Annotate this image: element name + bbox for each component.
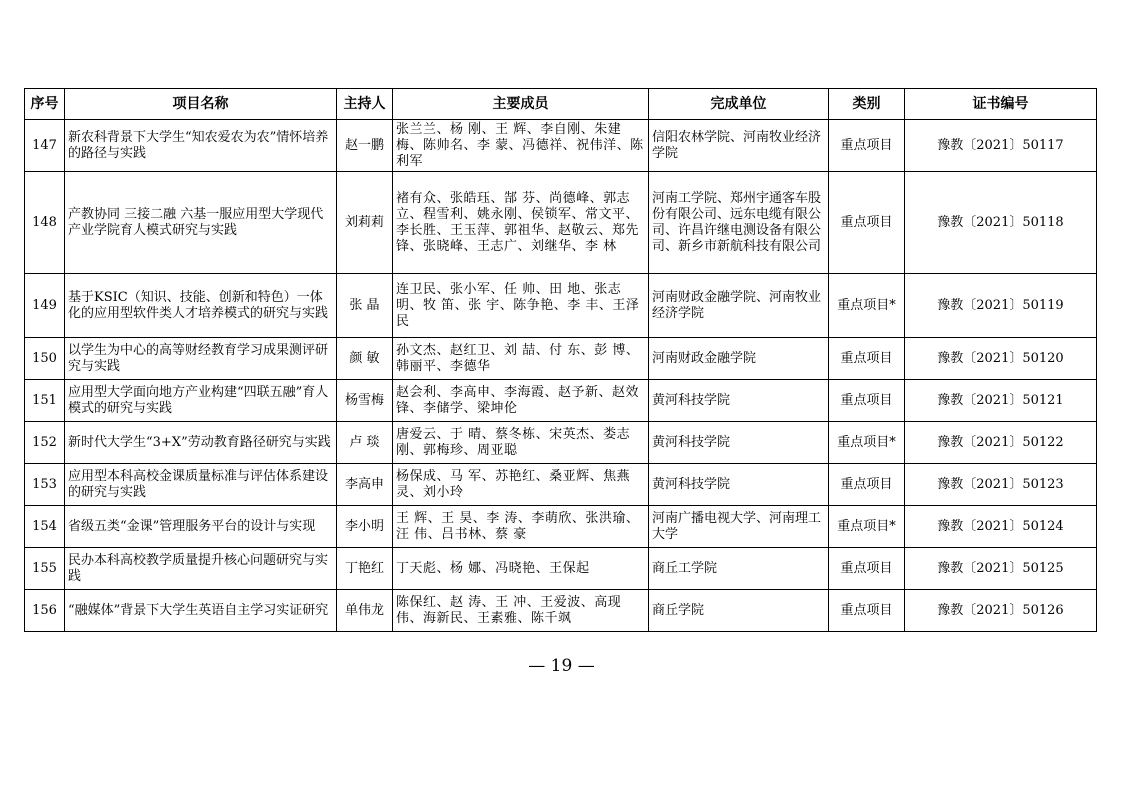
row-unit: 信阳农林学院、河南牧业经济学院 xyxy=(649,120,829,172)
row-category: 重点项目* xyxy=(829,274,905,338)
row-project: 应用型大学面向地方产业构建“四联五融”育人模式的研究与实践 xyxy=(65,380,337,422)
row-no: 147 xyxy=(25,120,65,172)
row-host: 张 晶 xyxy=(337,274,393,338)
table-row xyxy=(25,274,1097,338)
row-members: 赵会利、李高申、李海霞、赵予新、赵效锋、李储学、梁坤伦 xyxy=(393,380,649,422)
row-no: 154 xyxy=(25,506,65,548)
row-category: 重点项目* xyxy=(829,506,905,548)
row-project: 产教协同 三接二融 六基一服应用型大学现代产业学院育人模式研究与实践 xyxy=(65,172,337,274)
row-host: 单伟龙 xyxy=(337,590,393,632)
row-no: 155 xyxy=(25,548,65,590)
header-project: 项目名称 xyxy=(65,89,337,120)
row-project: 新时代大学生“3+X”劳动教育路径研究与实践 xyxy=(65,422,337,464)
row-project: 以学生为中心的高等财经教育学习成果测评研究与实践 xyxy=(65,338,337,380)
row-category: 重点项目 xyxy=(829,380,905,422)
row-host: 颜 敏 xyxy=(337,338,393,380)
row-unit: 商丘工学院 xyxy=(649,548,829,590)
row-host: 赵一鹏 xyxy=(337,120,393,172)
page-number: — 19 — xyxy=(528,656,595,676)
row-cert: 豫教〔2021〕50118 xyxy=(905,172,1097,274)
row-host: 杨雪梅 xyxy=(337,380,393,422)
row-members: 张兰兰、杨 刚、王 辉、李自刚、朱建梅、陈帅名、李 蒙、冯德祥、祝伟洋、陈利军 xyxy=(393,120,649,172)
table-row xyxy=(25,590,1097,632)
project-table xyxy=(24,88,1097,632)
row-host: 李小明 xyxy=(337,506,393,548)
table-row xyxy=(25,548,1097,590)
row-no: 148 xyxy=(25,172,65,274)
row-category: 重点项目 xyxy=(829,548,905,590)
row-category: 重点项目 xyxy=(829,338,905,380)
row-unit: 黄河科技学院 xyxy=(649,422,829,464)
table-row xyxy=(25,380,1097,422)
row-members: 连卫民、张小军、任 帅、田 地、张志明、牧 笛、张 宇、陈争艳、李 丰、王泽民 xyxy=(393,274,649,338)
row-members: 褚有众、张皓珏、郜 芬、尚德峰、郭志立、程雪利、姚永刚、侯锁军、常文平、李长胜、王玉萍、郭祖华、赵敬云、郑先锋、张晓峰、王志广、刘继华、李 林 xyxy=(393,172,649,274)
row-unit: 黄河科技学院 xyxy=(649,464,829,506)
row-host: 刘莉莉 xyxy=(337,172,393,274)
table-row xyxy=(25,172,1097,274)
row-category: 重点项目 xyxy=(829,172,905,274)
row-unit: 商丘学院 xyxy=(649,590,829,632)
row-category: 重点项目* xyxy=(829,422,905,464)
row-members: 陈保红、赵 涛、王 冲、王爱波、高现伟、海新民、王素雅、陈千飒 xyxy=(393,590,649,632)
row-cert: 豫教〔2021〕50122 xyxy=(905,422,1097,464)
row-members: 丁天彪、杨 娜、冯晓艳、王保起 xyxy=(393,548,649,590)
table-row xyxy=(25,338,1097,380)
row-project: 新农科背景下大学生“知农爱农为农”情怀培养的路径与实践 xyxy=(65,120,337,172)
row-members: 杨保成、马 军、苏艳红、桑亚辉、焦燕灵、刘小玲 xyxy=(393,464,649,506)
table-row xyxy=(25,120,1097,172)
table-row xyxy=(25,464,1097,506)
row-project: 基于KSIC（知识、技能、创新和特色）一体化的应用型软件类人才培养模式的研究与实践 xyxy=(65,274,337,338)
row-category: 重点项目 xyxy=(829,120,905,172)
header-host: 主持人 xyxy=(337,89,393,120)
row-category: 重点项目 xyxy=(829,590,905,632)
row-project: 民办本科高校教学质量提升核心问题研究与实践 xyxy=(65,548,337,590)
row-unit: 河南工学院、郑州宇通客车股份有限公司、远东电缆有限公司、许昌许继电测设备有限公司、新乡市新航科技有限公司 xyxy=(649,172,829,274)
row-members: 唐爱云、于 晴、蔡冬栋、宋英杰、娄志刚、郭梅珍、周亚聪 xyxy=(393,422,649,464)
row-cert: 豫教〔2021〕50121 xyxy=(905,380,1097,422)
row-unit: 河南财政金融学院 xyxy=(649,338,829,380)
row-host: 李高申 xyxy=(337,464,393,506)
row-unit: 黄河科技学院 xyxy=(649,380,829,422)
row-no: 153 xyxy=(25,464,65,506)
header-no: 序号 xyxy=(25,89,65,120)
row-category: 重点项目 xyxy=(829,464,905,506)
row-no: 149 xyxy=(25,274,65,338)
row-project: 应用型本科高校金课质量标准与评估体系建设的研究与实践 xyxy=(65,464,337,506)
row-host: 丁艳红 xyxy=(337,548,393,590)
row-cert: 豫教〔2021〕50120 xyxy=(905,338,1097,380)
row-no: 150 xyxy=(25,338,65,380)
row-unit: 河南财政金融学院、河南牧业经济学院 xyxy=(649,274,829,338)
table-row xyxy=(25,422,1097,464)
row-cert: 豫教〔2021〕50119 xyxy=(905,274,1097,338)
row-cert: 豫教〔2021〕50124 xyxy=(905,506,1097,548)
row-cert: 豫教〔2021〕50126 xyxy=(905,590,1097,632)
row-cert: 豫教〔2021〕50117 xyxy=(905,120,1097,172)
header-row xyxy=(25,89,1097,120)
header-members: 主要成员 xyxy=(393,89,649,120)
row-cert: 豫教〔2021〕50123 xyxy=(905,464,1097,506)
row-project: “融媒体”背景下大学生英语自主学习实证研究 xyxy=(65,590,337,632)
row-no: 156 xyxy=(25,590,65,632)
table-row xyxy=(25,506,1097,548)
row-project: 省级五类“金课”管理服务平台的设计与实现 xyxy=(65,506,337,548)
row-host: 卢 琰 xyxy=(337,422,393,464)
row-unit: 河南广播电视大学、河南理工大学 xyxy=(649,506,829,548)
row-members: 孙文杰、赵红卫、刘 喆、付 东、彭 博、韩丽平、李德华 xyxy=(393,338,649,380)
row-no: 152 xyxy=(25,422,65,464)
row-cert: 豫教〔2021〕50125 xyxy=(905,548,1097,590)
row-members: 王 辉、王 昊、李 涛、李萌欣、张洪瑜、汪 伟、吕书林、蔡 豪 xyxy=(393,506,649,548)
header-unit: 完成单位 xyxy=(649,89,829,120)
row-no: 151 xyxy=(25,380,65,422)
header-cert: 证书编号 xyxy=(905,89,1097,120)
header-category: 类别 xyxy=(829,89,905,120)
